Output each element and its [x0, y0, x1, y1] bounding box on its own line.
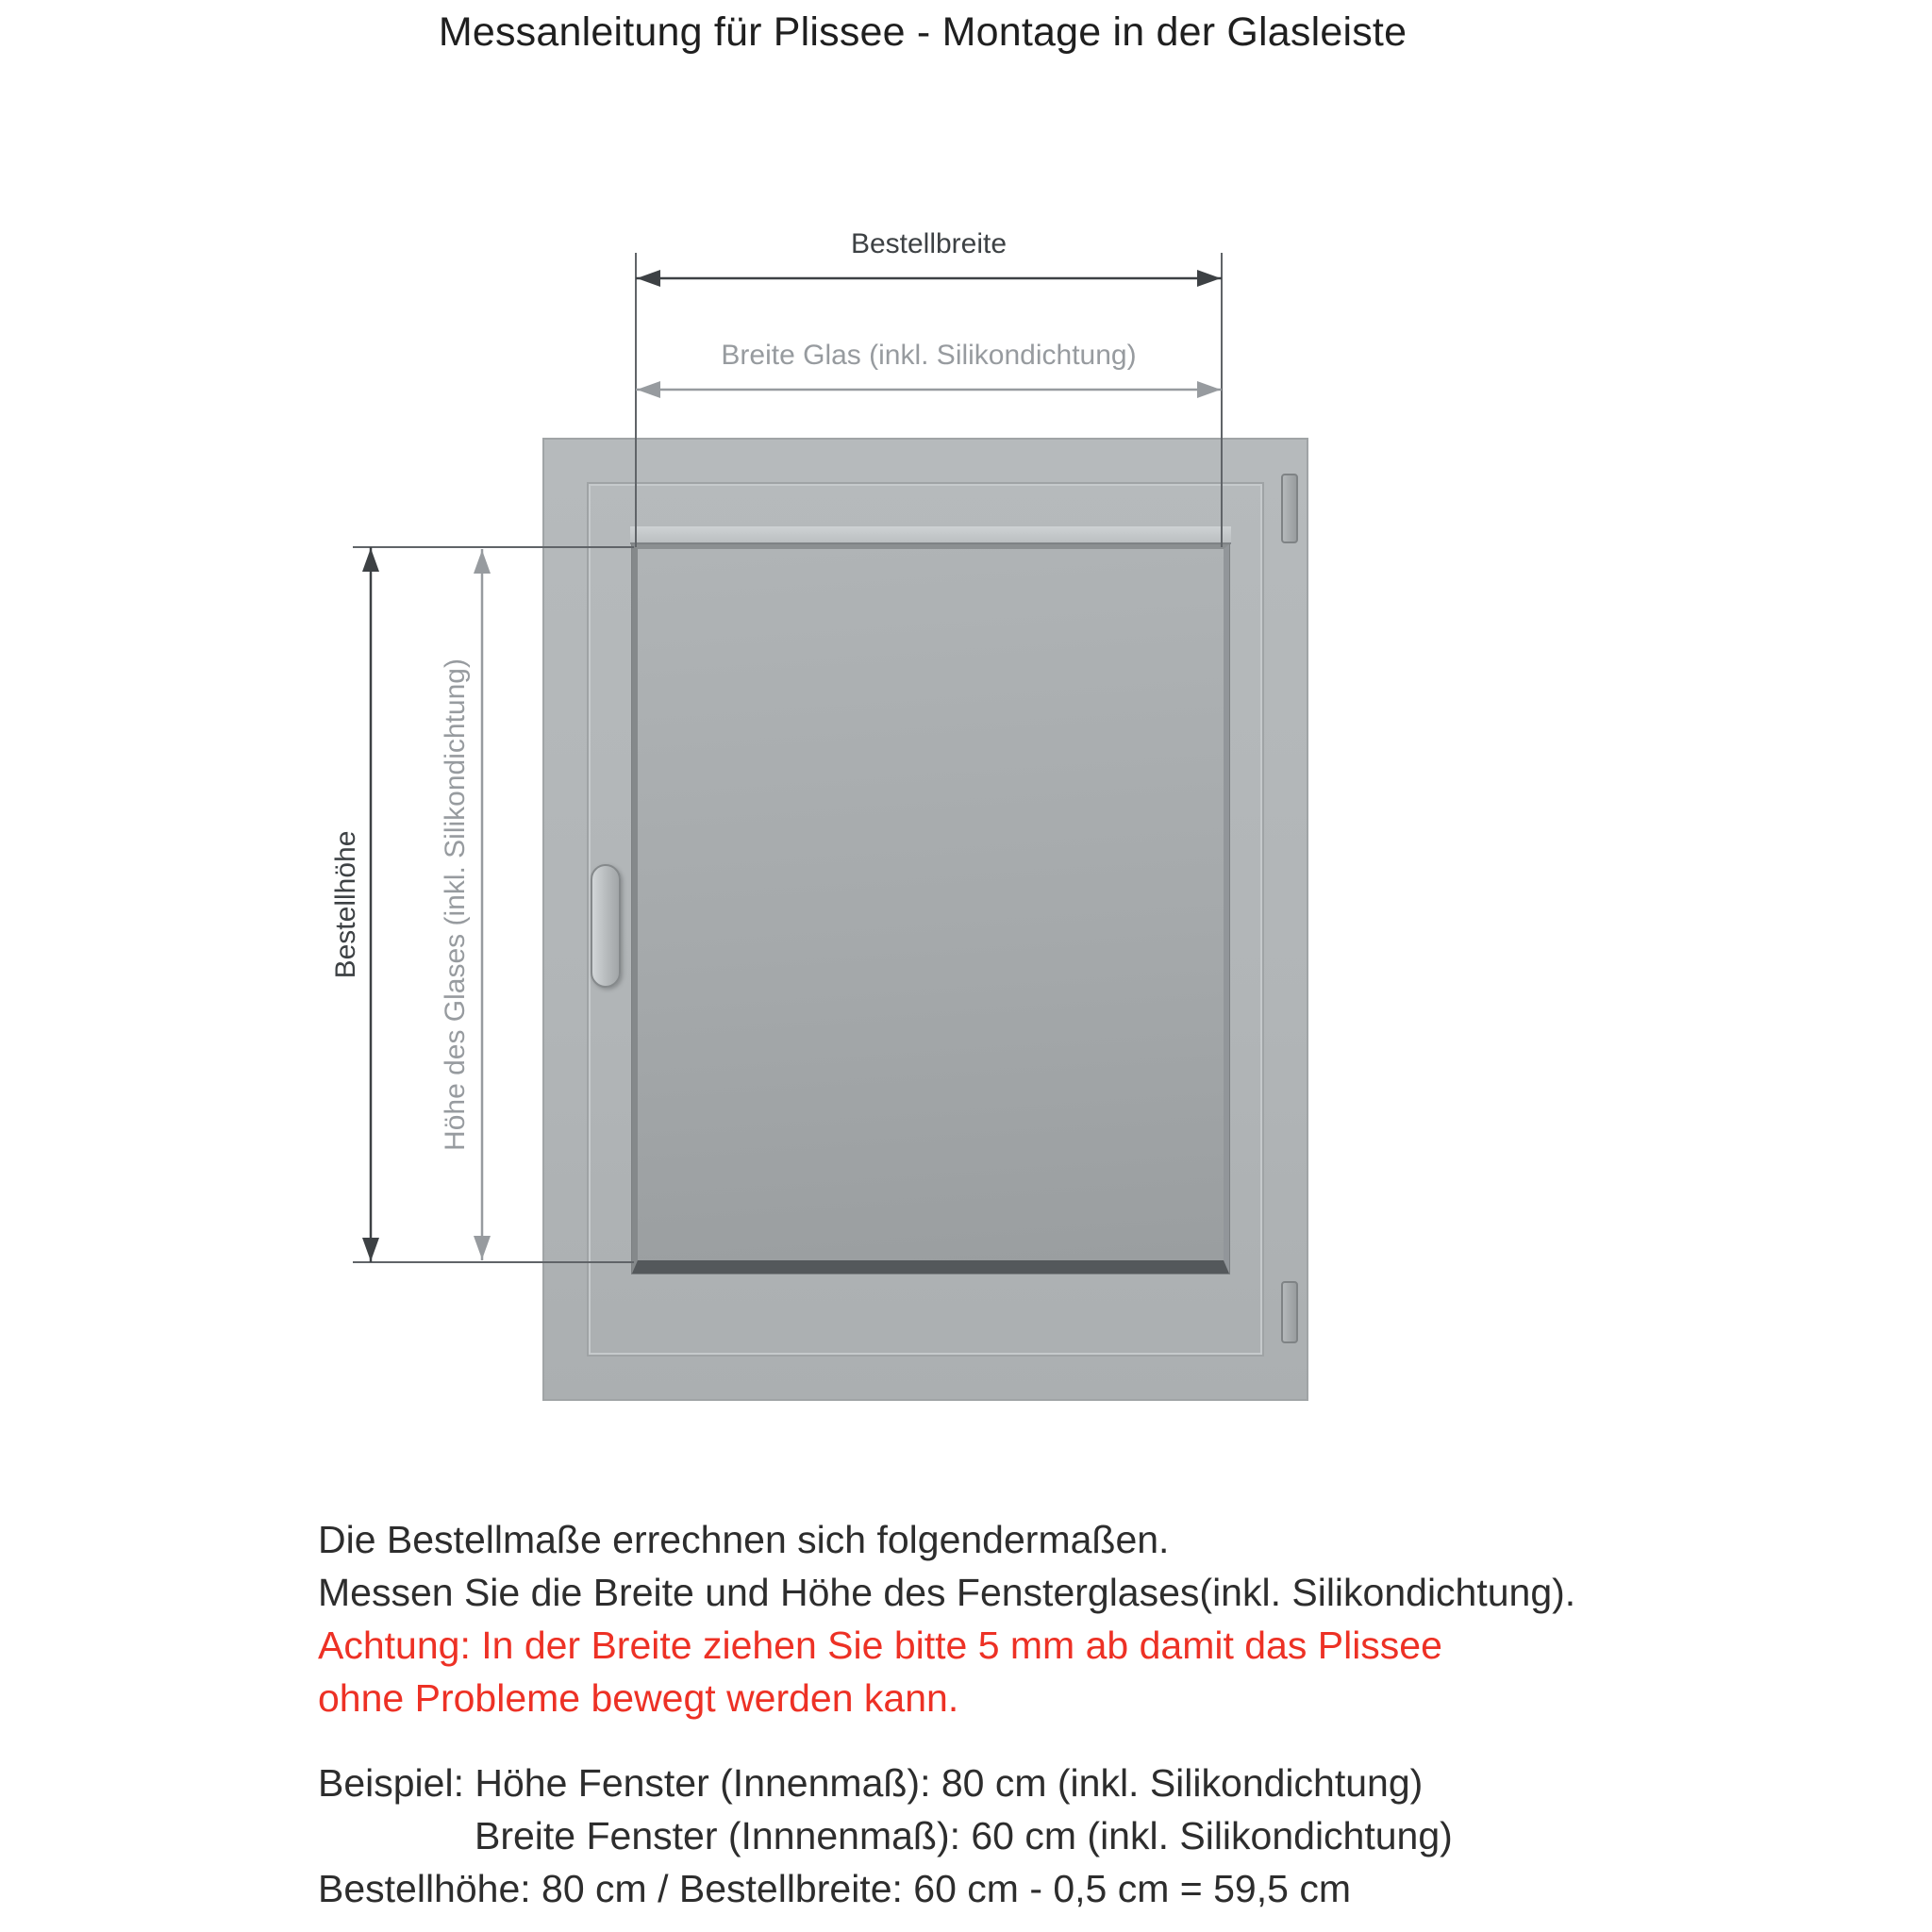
instruction-text-block: [318, 1513, 1714, 1915]
order-height-arrow: [362, 547, 379, 1262]
order-width-label: Bestellbreite: [850, 228, 1008, 259]
glass-width-label: Breite Glas (inkl. Silikondichtung): [721, 340, 1137, 371]
example-line-3: Bestellhöhe: 80 cm / Bestellbreite: 60 cm - 0,5 cm = 59,5 cm: [318, 1867, 1351, 1910]
window-hinge-bottom: [1281, 1281, 1298, 1343]
glass-width-arrow: [636, 381, 1222, 398]
glass-height-arrow: [474, 549, 491, 1260]
warning-line-2: ohne Probleme bewegt werden kann.: [318, 1676, 959, 1720]
page-title: Messanleitung für Plissee - Montage in der Glasleiste: [438, 9, 1407, 55]
example-line-1: Beispiel: Höhe Fenster (Innenmaß): 80 cm (inkl. Silikondichtung): [318, 1761, 1424, 1805]
glass-height-label: Höhe des Glases (inkl. Silikondichtung): [440, 658, 471, 1151]
instruction-line-2: Messen Sie die Breite und Höhe des Fensterglases(inkl. Silikondichtung).: [318, 1571, 1576, 1614]
window-illustration: [542, 438, 1308, 1401]
order-width-arrow: [636, 270, 1222, 287]
glazing-bead-top: [630, 526, 1231, 544]
window-glass-pane: [632, 544, 1229, 1274]
window-handle: [591, 864, 621, 988]
warning-line-1: Achtung: In der Breite ziehen Sie bitte 5 mm ab damit das Plissee: [318, 1624, 1442, 1667]
instruction-line-1: Die Bestellmaße errechnen sich folgendermaßen.: [318, 1518, 1170, 1561]
window-hinge-top: [1281, 474, 1298, 543]
order-height-label: Bestellhöhe: [330, 830, 361, 979]
example-line-2: Breite Fenster (Innnenmaß): 60 cm (inkl. Silikondichtung): [475, 1814, 1453, 1857]
